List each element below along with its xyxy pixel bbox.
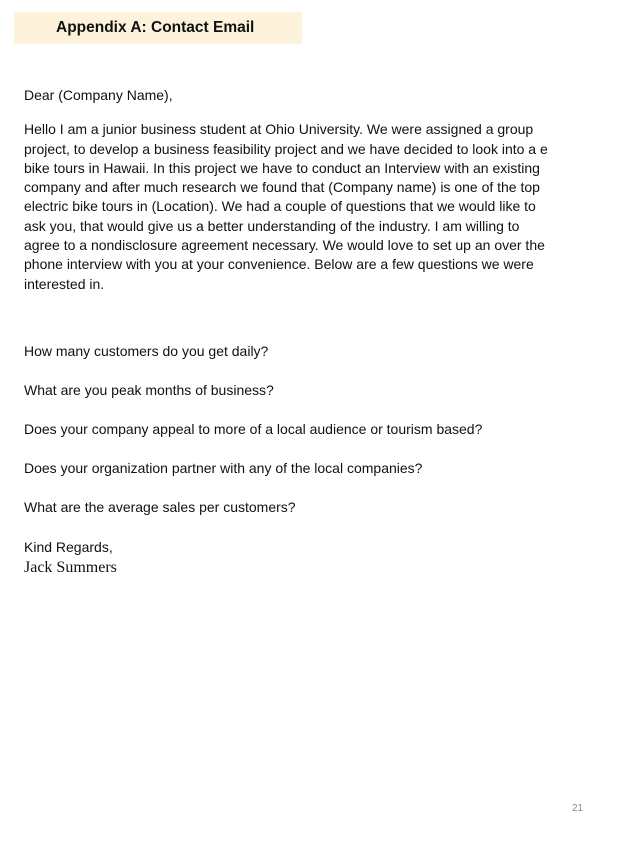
appendix-heading-box bbox=[14, 12, 302, 44]
body-line: interested in. bbox=[24, 275, 105, 292]
body-line: Hello I am a junior business student at Ohio University. We were assigned a group bbox=[24, 121, 534, 138]
question-item: What are the average sales per customers? bbox=[24, 499, 296, 515]
email-letter bbox=[24, 86, 614, 294]
body-line: project, to develop a business feasibility project and we have decided to look into a e bbox=[24, 140, 548, 157]
letter-closing: Kind Regards, bbox=[24, 539, 113, 555]
question-item: Does your organization partner with any of the local companies? bbox=[24, 460, 423, 476]
page-number: 21 bbox=[572, 803, 584, 814]
body-line: company and after much research we found that (Company name) is one of the top bbox=[24, 179, 540, 196]
letter-greeting: Dear (Company Name), bbox=[24, 87, 173, 103]
body-line: ask you, that would give us a better understanding of the industry. I am willing to bbox=[24, 217, 520, 234]
letter-signature: Jack Summers bbox=[24, 559, 117, 576]
body-line: agree to a nondisclosure agreement necessary. We would love to set up an over the bbox=[24, 237, 545, 254]
question-list bbox=[24, 342, 614, 537]
question-item: What are you peak months of business? bbox=[24, 382, 274, 398]
question-item: How many customers do you get daily? bbox=[24, 343, 269, 359]
letter-body-paragraph bbox=[24, 120, 614, 294]
appendix-heading-title: Appendix A: Contact Email bbox=[56, 19, 255, 36]
question-item: Does your company appeal to more of a local audience or tourism based? bbox=[24, 421, 483, 437]
body-line: phone interview with you at your convenience. Below are a few questions we were bbox=[24, 256, 534, 273]
body-line: bike tours in Hawaii. In this project we have to conduct an Interview with an existing bbox=[24, 159, 540, 176]
body-line: electric bike tours in (Location). We had a couple of questions that we would like to bbox=[24, 198, 536, 215]
